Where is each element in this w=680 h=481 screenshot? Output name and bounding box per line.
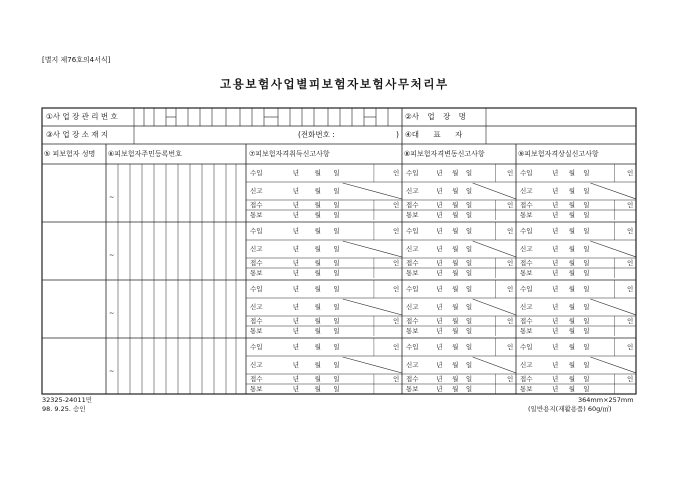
seal-label: 인 bbox=[393, 227, 400, 235]
seal-label: 인 bbox=[507, 259, 514, 267]
month-label: 월 bbox=[568, 285, 576, 293]
loss-header: ⑨피보험자격상실신고사항 bbox=[518, 150, 599, 158]
resident-tilde: ~ bbox=[109, 367, 115, 375]
day-label: 일 bbox=[465, 269, 473, 277]
month-label: 월 bbox=[452, 169, 459, 177]
resident-tilde: ~ bbox=[109, 309, 115, 317]
biz-name-label: ②사 업 장 명 bbox=[405, 112, 466, 121]
month-label: 월 bbox=[568, 385, 576, 393]
received-label: 수입 bbox=[520, 169, 533, 177]
day-label: 일 bbox=[583, 361, 590, 369]
month-label: 월 bbox=[568, 169, 576, 177]
day-label: 일 bbox=[333, 285, 340, 293]
day-label: 일 bbox=[333, 375, 340, 383]
day-label: 일 bbox=[465, 343, 473, 351]
received-label: 수입 bbox=[250, 343, 263, 351]
month-label: 월 bbox=[452, 269, 459, 277]
resident-tilde: ~ bbox=[109, 193, 115, 201]
month-label: 월 bbox=[452, 317, 459, 325]
year-label: 년 bbox=[436, 375, 443, 383]
notified-label: 통보 bbox=[250, 269, 263, 277]
notified-label: 통보 bbox=[250, 385, 263, 393]
notified-label: 통보 bbox=[406, 269, 419, 277]
notified-label: 통보 bbox=[250, 327, 263, 335]
accepted-label: 접수 bbox=[520, 259, 533, 267]
day-label: 일 bbox=[583, 211, 590, 219]
notified-label: 통보 bbox=[250, 211, 263, 219]
year-label: 년 bbox=[552, 211, 559, 219]
seal-label: 인 bbox=[627, 259, 634, 267]
day-label: 일 bbox=[465, 375, 473, 383]
reported-label: 신고 bbox=[250, 245, 263, 253]
day-label: 일 bbox=[333, 303, 340, 311]
seal-label: 인 bbox=[393, 343, 400, 351]
year-label: 년 bbox=[292, 361, 300, 369]
seal-label: 인 bbox=[507, 169, 514, 177]
reported-label: 신고 bbox=[520, 187, 533, 195]
day-label: 일 bbox=[583, 375, 590, 383]
seal-label: 인 bbox=[393, 169, 400, 177]
received-label: 수입 bbox=[520, 227, 533, 235]
accepted-label: 접수 bbox=[406, 201, 419, 209]
accepted-label: 접수 bbox=[250, 375, 263, 383]
year-label: 년 bbox=[436, 361, 443, 369]
day-label: 일 bbox=[583, 201, 590, 209]
year-label: 년 bbox=[292, 317, 300, 325]
seal-label: 인 bbox=[627, 227, 634, 235]
month-label: 월 bbox=[568, 317, 576, 325]
day-label: 일 bbox=[333, 361, 340, 369]
month-label: 월 bbox=[568, 259, 576, 267]
paper-spec: (일반용지(재활용품) 60g/㎡) bbox=[528, 405, 612, 413]
accepted-label: 접수 bbox=[406, 317, 419, 325]
day-label: 일 bbox=[333, 259, 340, 267]
seal-label: 인 bbox=[627, 317, 634, 325]
accepted-label: 접수 bbox=[406, 259, 419, 267]
seal-label: 인 bbox=[393, 375, 400, 383]
seal-label: 인 bbox=[627, 201, 634, 209]
seal-label: 인 bbox=[627, 169, 634, 177]
year-label: 년 bbox=[436, 343, 443, 351]
year-label: 년 bbox=[552, 343, 559, 351]
reported-label: 신고 bbox=[250, 361, 263, 369]
accepted-label: 접수 bbox=[250, 201, 263, 209]
year-label: 년 bbox=[292, 201, 300, 209]
reported-label: 신고 bbox=[406, 361, 419, 369]
received-label: 수입 bbox=[250, 285, 263, 293]
year-label: 년 bbox=[292, 375, 300, 383]
day-label: 일 bbox=[583, 285, 590, 293]
year-label: 년 bbox=[552, 303, 559, 311]
received-label: 수입 bbox=[250, 227, 263, 235]
year-label: 년 bbox=[436, 227, 443, 235]
month-label: 월 bbox=[452, 343, 459, 351]
seal-label: 인 bbox=[507, 343, 514, 351]
day-label: 일 bbox=[583, 169, 590, 177]
year-label: 년 bbox=[292, 343, 300, 351]
day-label: 일 bbox=[465, 385, 473, 393]
day-label: 일 bbox=[333, 227, 340, 235]
seal-label: 인 bbox=[393, 259, 400, 267]
year-label: 년 bbox=[436, 201, 443, 209]
year-label: 년 bbox=[552, 327, 559, 335]
biz-addr-label: ③사 업 장 소 재 지 bbox=[46, 130, 109, 139]
reported-label: 신고 bbox=[520, 303, 533, 311]
month-label: 월 bbox=[452, 201, 459, 209]
day-label: 일 bbox=[465, 317, 473, 325]
reported-label: 신고 bbox=[520, 361, 533, 369]
received-label: 수입 bbox=[520, 343, 533, 351]
day-label: 일 bbox=[583, 227, 590, 235]
year-label: 년 bbox=[552, 245, 559, 253]
month-label: 월 bbox=[452, 245, 459, 253]
notified-label: 통보 bbox=[520, 269, 533, 277]
year-label: 년 bbox=[292, 285, 300, 293]
day-label: 일 bbox=[583, 317, 590, 325]
day-label: 일 bbox=[465, 169, 473, 177]
seal-label: 인 bbox=[393, 285, 400, 293]
accepted-label: 접수 bbox=[520, 201, 533, 209]
day-label: 일 bbox=[583, 269, 590, 277]
year-label: 년 bbox=[552, 187, 559, 195]
day-label: 일 bbox=[465, 187, 473, 195]
month-label: 월 bbox=[314, 303, 321, 311]
month-label: 월 bbox=[314, 259, 321, 267]
accepted-label: 접수 bbox=[406, 375, 419, 383]
day-label: 일 bbox=[465, 227, 473, 235]
reported-label: 신고 bbox=[520, 245, 533, 253]
month-label: 월 bbox=[314, 201, 321, 209]
year-label: 년 bbox=[552, 169, 559, 177]
accepted-label: 접수 bbox=[520, 317, 533, 325]
year-label: 년 bbox=[436, 327, 443, 335]
year-label: 년 bbox=[292, 327, 300, 335]
resident-no-header: ⑥피보험자주민등록번호 bbox=[108, 150, 182, 158]
day-label: 일 bbox=[465, 303, 473, 311]
received-label: 수입 bbox=[406, 227, 419, 235]
year-label: 년 bbox=[552, 227, 559, 235]
year-label: 년 bbox=[292, 385, 300, 393]
received-label: 수입 bbox=[406, 285, 419, 293]
resident-tilde: ~ bbox=[109, 251, 115, 259]
day-label: 일 bbox=[465, 327, 473, 335]
year-label: 년 bbox=[552, 285, 559, 293]
year-label: 년 bbox=[552, 385, 559, 393]
day-label: 일 bbox=[583, 187, 590, 195]
day-label: 일 bbox=[583, 245, 590, 253]
month-label: 월 bbox=[314, 227, 321, 235]
approval-date: 98. 9.25. 승인 bbox=[42, 405, 86, 413]
notified-label: 통보 bbox=[406, 385, 419, 393]
year-label: 년 bbox=[292, 169, 300, 177]
year-label: 년 bbox=[436, 317, 443, 325]
seal-label: 인 bbox=[627, 375, 634, 383]
year-label: 년 bbox=[292, 245, 300, 253]
month-label: 월 bbox=[452, 187, 459, 195]
month-label: 월 bbox=[452, 327, 459, 335]
representative-label: ④대 표 자 bbox=[405, 130, 463, 139]
day-label: 일 bbox=[465, 201, 473, 209]
notified-label: 통보 bbox=[406, 327, 419, 335]
year-label: 년 bbox=[292, 303, 300, 311]
biz-mgmt-no-label: ①사 업 장 관 리 번 호 bbox=[46, 112, 118, 121]
notified-label: 통보 bbox=[406, 211, 419, 219]
day-label: 일 bbox=[333, 343, 340, 351]
phone-close: ) bbox=[396, 130, 399, 139]
month-label: 월 bbox=[314, 385, 321, 393]
year-label: 년 bbox=[436, 187, 443, 195]
year-label: 년 bbox=[552, 259, 559, 267]
month-label: 월 bbox=[568, 327, 576, 335]
form-id: [별지 제76호의4서식] bbox=[42, 56, 111, 64]
year-label: 년 bbox=[292, 211, 300, 219]
month-label: 월 bbox=[568, 201, 576, 209]
seal-label: 인 bbox=[393, 201, 400, 209]
month-label: 월 bbox=[314, 375, 321, 383]
received-label: 수입 bbox=[406, 169, 419, 177]
day-label: 일 bbox=[583, 259, 590, 267]
day-label: 일 bbox=[465, 245, 473, 253]
month-label: 월 bbox=[314, 169, 321, 177]
phone-label: (전화번호 : bbox=[298, 130, 335, 139]
year-label: 년 bbox=[292, 259, 300, 267]
reported-label: 신고 bbox=[250, 187, 263, 195]
year-label: 년 bbox=[552, 269, 559, 277]
day-label: 일 bbox=[333, 245, 340, 253]
reported-label: 신고 bbox=[406, 303, 419, 311]
year-label: 년 bbox=[436, 211, 443, 219]
month-label: 월 bbox=[452, 303, 459, 311]
day-label: 일 bbox=[333, 169, 340, 177]
page-title: 고용보험사업별피보험자보험사무처리부 bbox=[220, 77, 449, 91]
day-label: 일 bbox=[465, 285, 473, 293]
month-label: 월 bbox=[452, 285, 459, 293]
form-code: 32325-24011민 bbox=[42, 396, 92, 404]
month-label: 월 bbox=[568, 375, 576, 383]
accepted-label: 접수 bbox=[250, 259, 263, 267]
month-label: 월 bbox=[452, 385, 459, 393]
day-label: 일 bbox=[333, 269, 340, 277]
paper-size: 364mm×257mm bbox=[578, 396, 634, 404]
year-label: 년 bbox=[436, 269, 443, 277]
day-label: 일 bbox=[333, 201, 340, 209]
received-label: 수입 bbox=[406, 343, 419, 351]
month-label: 월 bbox=[314, 269, 321, 277]
day-label: 일 bbox=[465, 259, 473, 267]
reported-label: 신고 bbox=[406, 245, 419, 253]
seal-label: 인 bbox=[627, 343, 634, 351]
month-label: 월 bbox=[314, 187, 321, 195]
year-label: 년 bbox=[292, 227, 300, 235]
day-label: 일 bbox=[583, 343, 590, 351]
month-label: 월 bbox=[314, 317, 321, 325]
day-label: 일 bbox=[583, 303, 590, 311]
year-label: 년 bbox=[292, 269, 300, 277]
day-label: 일 bbox=[583, 385, 590, 393]
insured-name-header: ⑤ 피보험자 성명 bbox=[44, 150, 96, 158]
day-label: 일 bbox=[333, 211, 340, 219]
month-label: 월 bbox=[568, 245, 576, 253]
seal-label: 인 bbox=[393, 317, 400, 325]
accepted-label: 접수 bbox=[250, 317, 263, 325]
received-label: 수입 bbox=[520, 285, 533, 293]
month-label: 월 bbox=[314, 211, 321, 219]
month-label: 월 bbox=[568, 343, 576, 351]
year-label: 년 bbox=[436, 259, 443, 267]
seal-label: 인 bbox=[507, 375, 514, 383]
year-label: 년 bbox=[552, 361, 559, 369]
seal-label: 인 bbox=[507, 317, 514, 325]
month-label: 월 bbox=[568, 361, 576, 369]
notified-label: 통보 bbox=[520, 327, 533, 335]
month-label: 월 bbox=[314, 285, 321, 293]
notified-label: 통보 bbox=[520, 211, 533, 219]
month-label: 월 bbox=[314, 327, 321, 335]
seal-label: 인 bbox=[507, 285, 514, 293]
month-label: 월 bbox=[568, 303, 576, 311]
notified-label: 통보 bbox=[520, 385, 533, 393]
year-label: 년 bbox=[436, 169, 443, 177]
year-label: 년 bbox=[552, 201, 559, 209]
seal-label: 인 bbox=[507, 201, 514, 209]
received-label: 수입 bbox=[250, 169, 263, 177]
month-label: 월 bbox=[568, 211, 576, 219]
year-label: 년 bbox=[436, 285, 443, 293]
day-label: 일 bbox=[465, 211, 473, 219]
day-label: 일 bbox=[333, 327, 340, 335]
year-label: 년 bbox=[292, 187, 300, 195]
month-label: 월 bbox=[568, 227, 576, 235]
year-label: 년 bbox=[436, 303, 443, 311]
month-label: 월 bbox=[314, 245, 321, 253]
reported-label: 신고 bbox=[250, 303, 263, 311]
month-label: 월 bbox=[452, 227, 459, 235]
year-label: 년 bbox=[552, 375, 559, 383]
acquisition-header: ⑦피보험자격취득신고사항 bbox=[249, 150, 330, 158]
year-label: 년 bbox=[436, 245, 443, 253]
day-label: 일 bbox=[583, 327, 590, 335]
seal-label: 인 bbox=[507, 227, 514, 235]
reported-label: 신고 bbox=[406, 187, 419, 195]
month-label: 월 bbox=[314, 361, 321, 369]
month-label: 월 bbox=[452, 259, 459, 267]
day-label: 일 bbox=[333, 187, 340, 195]
accepted-label: 접수 bbox=[520, 375, 533, 383]
month-label: 월 bbox=[452, 211, 459, 219]
day-label: 일 bbox=[333, 385, 340, 393]
year-label: 년 bbox=[552, 317, 559, 325]
day-label: 일 bbox=[333, 317, 340, 325]
month-label: 월 bbox=[314, 343, 321, 351]
month-label: 월 bbox=[452, 361, 459, 369]
month-label: 월 bbox=[452, 375, 459, 383]
year-label: 년 bbox=[436, 385, 443, 393]
month-label: 월 bbox=[568, 269, 576, 277]
day-label: 일 bbox=[465, 361, 473, 369]
seal-label: 인 bbox=[627, 285, 634, 293]
change-header: ⑧피보험자격변동신고사항 bbox=[404, 150, 485, 158]
month-label: 월 bbox=[568, 187, 576, 195]
